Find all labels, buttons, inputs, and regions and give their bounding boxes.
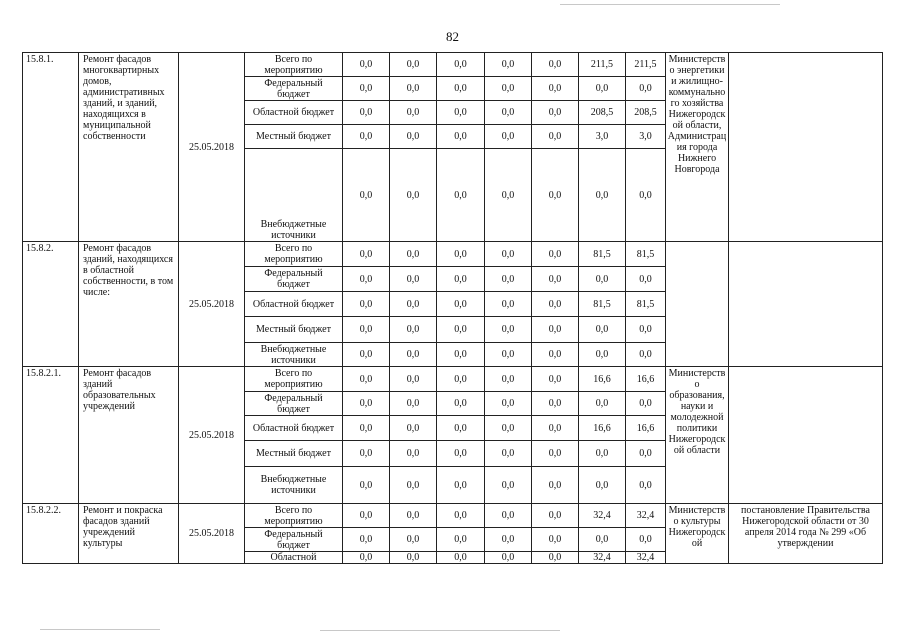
amount-cell: 0,0 <box>532 467 579 504</box>
amount-cell: 0,0 <box>437 101 485 125</box>
legal-document: постановление Правительства Нижегородской области от 30 апреля 2014 года № 299 «Об утверждении <box>729 504 883 564</box>
amount-cell: 0,0 <box>343 317 390 343</box>
amount-cell: 0,0 <box>343 267 390 292</box>
table-row <box>23 242 883 267</box>
funding-source: Федеральный бюджет <box>245 392 343 416</box>
item-date: 25.05.2018 <box>179 504 245 564</box>
amount-cell: 32,4 <box>626 552 666 564</box>
amount-cell: 0,0 <box>532 149 579 242</box>
amount-cell: 32,4 <box>579 504 626 528</box>
amount-cell: 0,0 <box>532 504 579 528</box>
amount-cell: 0,0 <box>437 467 485 504</box>
amount-cell: 0,0 <box>390 343 437 367</box>
amount-cell: 0,0 <box>579 77 626 101</box>
amount-cell: 0,0 <box>485 77 532 101</box>
amount-cell: 0,0 <box>390 149 437 242</box>
amount-cell: 0,0 <box>532 552 579 564</box>
funding-source: Всего по мероприятию <box>245 367 343 392</box>
amount-cell: 0,0 <box>390 552 437 564</box>
amount-cell: 0,0 <box>437 242 485 267</box>
amount-cell: 0,0 <box>390 441 437 467</box>
amount-cell: 0,0 <box>485 125 532 149</box>
amount-cell: 0,0 <box>532 317 579 343</box>
amount-cell: 0,0 <box>437 367 485 392</box>
amount-cell: 0,0 <box>437 77 485 101</box>
amount-cell: 81,5 <box>579 292 626 317</box>
amount-cell: 0,0 <box>343 242 390 267</box>
amount-cell: 0,0 <box>437 504 485 528</box>
amount-cell: 0,0 <box>532 125 579 149</box>
amount-cell: 0,0 <box>532 242 579 267</box>
amount-cell: 0,0 <box>437 343 485 367</box>
amount-cell: 0,0 <box>343 467 390 504</box>
funding-source: Всего по мероприятию <box>245 504 343 528</box>
amount-cell: 0,0 <box>437 292 485 317</box>
amount-cell: 0,0 <box>390 317 437 343</box>
amount-cell: 0,0 <box>626 467 666 504</box>
amount-cell: 0,0 <box>485 367 532 392</box>
amount-cell: 0,0 <box>390 528 437 552</box>
amount-cell: 81,5 <box>579 242 626 267</box>
item-date: 25.05.2018 <box>179 242 245 367</box>
funding-source: Федеральный бюджет <box>245 528 343 552</box>
amount-cell: 0,0 <box>532 267 579 292</box>
amount-cell: 0,0 <box>485 552 532 564</box>
item-name: Ремонт фасадов зданий образовательных учреждений <box>79 367 179 504</box>
item-name: Ремонт и покраска фасадов зданий учреждений культуры <box>79 504 179 564</box>
funding-source: Внебюджетные источники <box>245 343 343 367</box>
amount-cell: 0,0 <box>485 242 532 267</box>
legal-document <box>729 53 883 242</box>
amount-cell: 0,0 <box>390 53 437 77</box>
amount-cell: 0,0 <box>532 101 579 125</box>
amount-cell: 0,0 <box>532 441 579 467</box>
responsible-executor: Министерство образования, науки и молодежной политики Нижегородской области <box>666 367 729 504</box>
amount-cell: 0,0 <box>437 53 485 77</box>
amount-cell: 0,0 <box>532 367 579 392</box>
amount-cell: 208,5 <box>626 101 666 125</box>
amount-cell: 0,0 <box>437 441 485 467</box>
amount-cell: 0,0 <box>390 125 437 149</box>
item-code: 15.8.2. <box>23 242 79 367</box>
amount-cell: 0,0 <box>485 467 532 504</box>
item-date: 25.05.2018 <box>179 53 245 242</box>
amount-cell: 81,5 <box>626 242 666 267</box>
funding-source: Областной бюджет <box>245 292 343 317</box>
amount-cell: 0,0 <box>343 416 390 441</box>
amount-cell: 0,0 <box>626 77 666 101</box>
amount-cell: 0,0 <box>343 441 390 467</box>
amount-cell: 211,5 <box>626 53 666 77</box>
amount-cell: 0,0 <box>343 552 390 564</box>
item-code: 15.8.2.2. <box>23 504 79 564</box>
amount-cell: 0,0 <box>343 101 390 125</box>
amount-cell: 211,5 <box>579 53 626 77</box>
amount-cell: 0,0 <box>579 267 626 292</box>
amount-cell: 0,0 <box>579 528 626 552</box>
funding-source: Местный бюджет <box>245 317 343 343</box>
amount-cell: 0,0 <box>390 242 437 267</box>
table-row <box>23 53 883 77</box>
amount-cell: 0,0 <box>390 392 437 416</box>
amount-cell: 0,0 <box>532 343 579 367</box>
amount-cell: 0,0 <box>485 317 532 343</box>
amount-cell: 16,6 <box>579 416 626 441</box>
amount-cell: 0,0 <box>390 504 437 528</box>
amount-cell: 0,0 <box>485 53 532 77</box>
funding-source: Внебюджетные источники <box>245 467 343 504</box>
amount-cell: 0,0 <box>343 343 390 367</box>
amount-cell: 0,0 <box>437 416 485 441</box>
amount-cell: 0,0 <box>437 528 485 552</box>
amount-cell: 0,0 <box>485 343 532 367</box>
amount-cell: 0,0 <box>485 149 532 242</box>
amount-cell: 0,0 <box>579 392 626 416</box>
amount-cell: 0,0 <box>626 441 666 467</box>
item-name: Ремонт фасадов зданий, находящихся в областной собственности, в том числе: <box>79 242 179 367</box>
amount-cell: 0,0 <box>390 101 437 125</box>
amount-cell: 0,0 <box>626 528 666 552</box>
amount-cell: 0,0 <box>343 125 390 149</box>
amount-cell: 0,0 <box>343 367 390 392</box>
amount-cell: 0,0 <box>485 504 532 528</box>
amount-cell: 0,0 <box>485 416 532 441</box>
amount-cell: 32,4 <box>579 552 626 564</box>
funding-source: Областной бюджет <box>245 416 343 441</box>
amount-cell: 0,0 <box>532 416 579 441</box>
amount-cell: 0,0 <box>343 292 390 317</box>
amount-cell: 208,5 <box>579 101 626 125</box>
amount-cell: 0,0 <box>437 392 485 416</box>
amount-cell: 32,4 <box>626 504 666 528</box>
responsible-executor <box>666 242 729 367</box>
legal-document <box>729 242 883 367</box>
amount-cell: 16,6 <box>579 367 626 392</box>
funding-source: Областной бюджет <box>245 101 343 125</box>
funding-source: Местный бюджет <box>245 441 343 467</box>
amount-cell: 0,0 <box>390 416 437 441</box>
amount-cell: 0,0 <box>390 292 437 317</box>
amount-cell: 0,0 <box>626 267 666 292</box>
item-date: 25.05.2018 <box>179 367 245 504</box>
page-number: 82 <box>446 29 459 44</box>
amount-cell: 0,0 <box>437 317 485 343</box>
responsible-executor: Министерство энергетики и жилищно-коммунального хозяйства Нижегородской области, Администрация города Нижнего Новгорода <box>666 53 729 242</box>
amount-cell: 16,6 <box>626 367 666 392</box>
amount-cell: 0,0 <box>532 53 579 77</box>
amount-cell: 0,0 <box>626 149 666 242</box>
budget-table <box>22 52 883 564</box>
amount-cell: 0,0 <box>579 317 626 343</box>
table-row <box>23 504 883 528</box>
legal-document <box>729 367 883 504</box>
funding-source: Всего по мероприятию <box>245 242 343 267</box>
table-row <box>23 367 883 392</box>
funding-source: Федеральный бюджет <box>245 77 343 101</box>
amount-cell: 0,0 <box>485 101 532 125</box>
amount-cell: 0,0 <box>343 149 390 242</box>
funding-source: Местный бюджет <box>245 125 343 149</box>
amount-cell: 16,6 <box>626 416 666 441</box>
amount-cell: 81,5 <box>626 292 666 317</box>
amount-cell: 0,0 <box>343 528 390 552</box>
amount-cell: 0,0 <box>626 392 666 416</box>
amount-cell: 0,0 <box>437 125 485 149</box>
funding-source: Всего по мероприятию <box>245 53 343 77</box>
amount-cell: 3,0 <box>579 125 626 149</box>
responsible-executor: Министерство культуры Нижегородской <box>666 504 729 564</box>
amount-cell: 0,0 <box>485 267 532 292</box>
amount-cell: 0,0 <box>532 392 579 416</box>
amount-cell: 0,0 <box>532 77 579 101</box>
amount-cell: 0,0 <box>626 343 666 367</box>
amount-cell: 0,0 <box>390 467 437 504</box>
item-code: 15.8.1. <box>23 53 79 242</box>
amount-cell: 0,0 <box>343 504 390 528</box>
amount-cell: 0,0 <box>579 441 626 467</box>
amount-cell: 0,0 <box>343 53 390 77</box>
funding-source: Внебюджетные источники <box>245 149 343 242</box>
item-name: Ремонт фасадов многоквартирных домов, административных зданий, и зданий, находящихся в муниципальной собственности <box>79 53 179 242</box>
amount-cell: 0,0 <box>626 317 666 343</box>
amount-cell: 0,0 <box>437 552 485 564</box>
amount-cell: 0,0 <box>343 392 390 416</box>
amount-cell: 0,0 <box>579 343 626 367</box>
amount-cell: 0,0 <box>579 149 626 242</box>
amount-cell: 0,0 <box>437 149 485 242</box>
amount-cell: 0,0 <box>485 392 532 416</box>
amount-cell: 0,0 <box>485 528 532 552</box>
amount-cell: 0,0 <box>532 528 579 552</box>
item-code: 15.8.2.1. <box>23 367 79 504</box>
amount-cell: 0,0 <box>532 292 579 317</box>
funding-source: Федеральный бюджет <box>245 267 343 292</box>
amount-cell: 0,0 <box>343 77 390 101</box>
amount-cell: 0,0 <box>485 292 532 317</box>
amount-cell: 0,0 <box>485 441 532 467</box>
amount-cell: 0,0 <box>437 267 485 292</box>
amount-cell: 0,0 <box>390 77 437 101</box>
amount-cell: 3,0 <box>626 125 666 149</box>
amount-cell: 0,0 <box>390 367 437 392</box>
funding-source: Областной <box>245 552 343 564</box>
amount-cell: 0,0 <box>579 467 626 504</box>
amount-cell: 0,0 <box>390 267 437 292</box>
